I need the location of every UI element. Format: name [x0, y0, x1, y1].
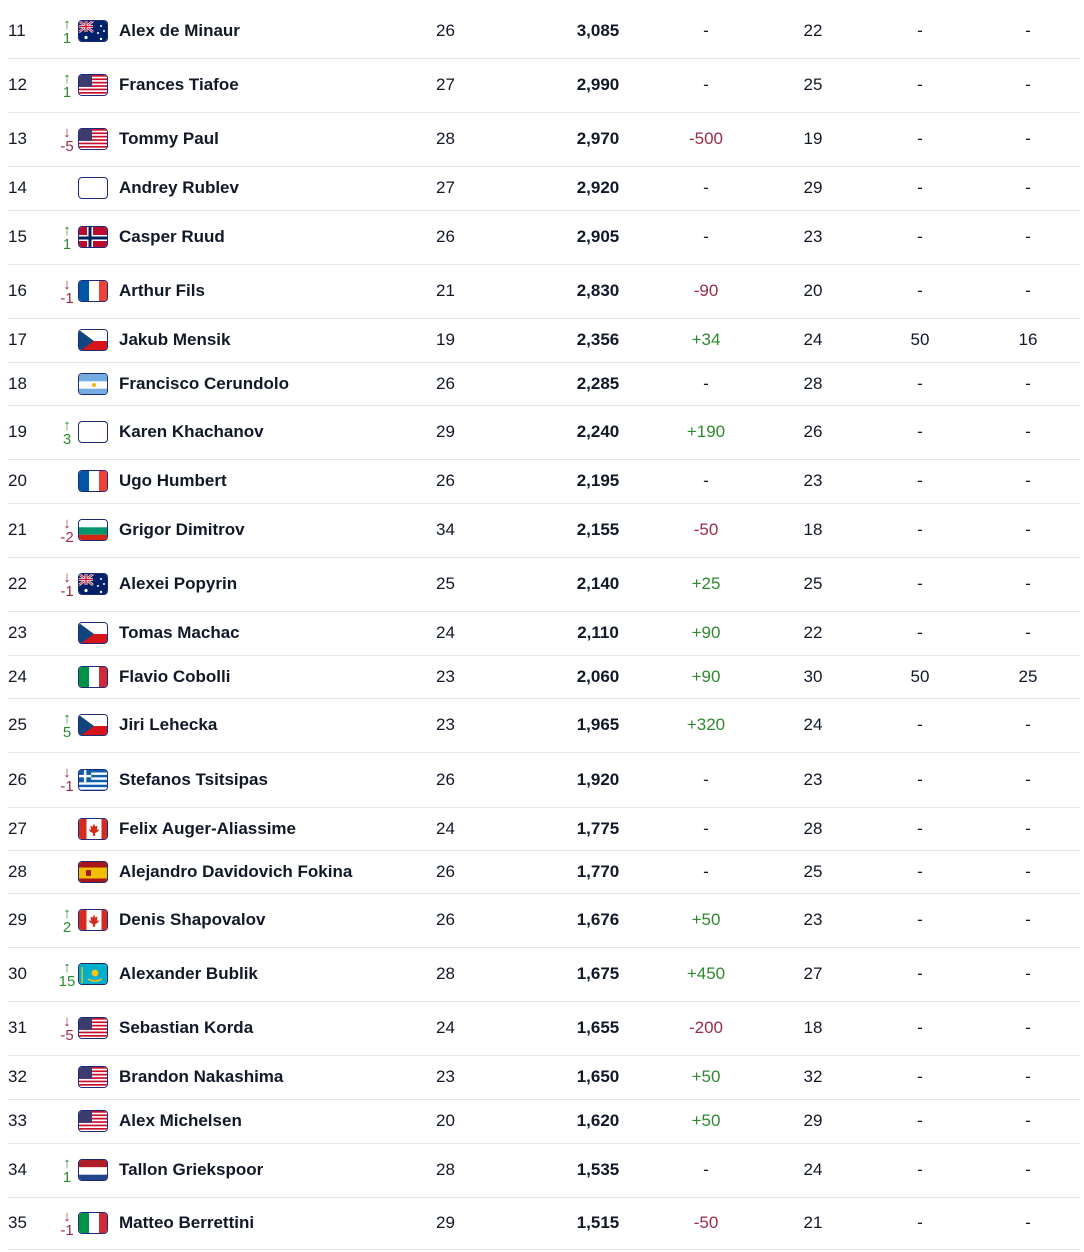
points-dropping-cell: -: [917, 1067, 923, 1086]
next-best-cell: 16: [1018, 330, 1038, 349]
points-cell: 1,535: [576, 1160, 620, 1179]
tournaments-played-cell: 29: [803, 178, 823, 197]
next-best-cell: -: [1025, 1160, 1031, 1179]
rank-cell: 14: [8, 178, 27, 197]
tournaments-played-cell: 30: [803, 666, 823, 686]
table-row[interactable]: [8, 58, 1080, 113]
tournaments-played-cell: 18: [803, 520, 823, 539]
rank-change-value: 2: [62, 918, 72, 936]
points-dropping-cell: -: [917, 422, 923, 441]
points-change-cell: +34: [691, 330, 721, 349]
points-cell: 2,356: [576, 330, 620, 349]
points-dropping-cell: -: [917, 520, 923, 539]
next-best-cell: -: [1025, 574, 1031, 593]
czech-flag-icon: [78, 714, 108, 736]
player-name-link[interactable]: Denis Shapovalov: [119, 910, 266, 929]
points-cell: 2,920: [576, 178, 620, 197]
points-cell: 2,830: [576, 281, 620, 300]
tournaments-played-cell: 26: [803, 422, 823, 441]
next-best-cell: -: [1025, 1018, 1031, 1037]
rank-change-value: -1: [60, 289, 74, 307]
points-cell: 2,110: [577, 623, 619, 642]
points-dropping-cell: -: [917, 129, 923, 148]
points-change-cell: +50: [691, 1067, 721, 1086]
argentina-flag-icon: [78, 373, 108, 395]
arrow-down-icon: ↓: [63, 568, 71, 586]
points-dropping-cell: 50: [910, 330, 930, 349]
next-best-cell: -: [1025, 520, 1031, 539]
rank-change: [56, 58, 78, 112]
age-cell: 21: [436, 281, 455, 300]
rank-cell: 32: [8, 1067, 27, 1086]
points-cell: 2,905: [576, 227, 620, 246]
rank-change-value: -1: [60, 778, 74, 795]
table-row[interactable]: [8, 210, 1080, 265]
points-dropping-cell: -: [917, 373, 923, 393]
player-name-link[interactable]: Arthur Fils: [119, 281, 205, 300]
age-cell: 20: [436, 1111, 455, 1130]
next-best-cell: -: [1025, 910, 1031, 929]
tournaments-played-cell: 24: [803, 1160, 823, 1179]
rank-cell: 27: [8, 818, 27, 838]
arrow-up-icon: ↑: [63, 904, 71, 922]
rank-change-value: 1: [62, 29, 72, 47]
rank-cell: 17: [8, 330, 27, 349]
player-name-link[interactable]: Jakub Mensik: [119, 330, 231, 349]
rank-cell: 26: [8, 769, 27, 789]
tournaments-played-cell: 18: [803, 1018, 823, 1037]
points-cell: 2,240: [576, 422, 620, 441]
player-name-link[interactable]: Andrey Rublev: [119, 178, 239, 197]
age-cell: 26: [436, 471, 455, 490]
table-row[interactable]: [8, 807, 1080, 851]
rank-change: [56, 112, 78, 166]
points-cell: 2,155: [576, 520, 620, 539]
tournaments-played-cell: 24: [803, 330, 823, 349]
usa-flag-icon: [78, 128, 108, 150]
tournaments-played-cell: 22: [803, 21, 823, 40]
age-cell: 26: [436, 910, 455, 929]
tournaments-played-cell: 25: [803, 861, 823, 881]
next-best-cell: -: [1025, 422, 1031, 441]
next-best-cell: -: [1025, 623, 1031, 642]
tournaments-played-cell: 32: [803, 1067, 823, 1086]
rank-cell: 19: [8, 422, 27, 441]
next-best-cell: -: [1025, 129, 1031, 148]
netherlands-flag-icon: [78, 1159, 108, 1181]
points-cell: 2,195: [576, 471, 620, 490]
player-name-link[interactable]: Tallon Griekspoor: [119, 1160, 264, 1179]
rank-cell: 30: [8, 964, 27, 983]
points-dropping-cell: -: [917, 964, 923, 983]
age-cell: 24: [436, 623, 455, 642]
tournaments-played-cell: 25: [803, 75, 823, 94]
rank-change-value: 3: [62, 430, 72, 448]
arrow-down-icon: ↓: [63, 764, 71, 781]
rank-cell: 12: [8, 75, 27, 94]
age-cell: 26: [436, 861, 455, 881]
player-name-link[interactable]: Grigor Dimitrov: [119, 520, 245, 539]
czech-flag-icon: [78, 622, 108, 644]
player-name-link[interactable]: Jiri Lehecka: [119, 715, 218, 734]
rank-cell: 18: [8, 373, 27, 393]
age-cell: 26: [436, 769, 455, 789]
rank-cell: 28: [8, 861, 27, 881]
age-cell: 26: [436, 373, 455, 393]
next-best-cell: -: [1025, 818, 1031, 838]
points-dropping-cell: -: [917, 227, 923, 246]
points-change-cell: -: [703, 818, 709, 838]
rank-change-value: -2: [60, 528, 74, 546]
arrow-down-icon: ↓: [63, 275, 71, 293]
usa-flag-icon: [78, 1110, 108, 1132]
table-row[interactable]: [8, 947, 1080, 1002]
table-row[interactable]: [8, 893, 1080, 948]
points-cell: 1,676: [576, 910, 620, 929]
rank-cell: 25: [8, 715, 27, 734]
table-row[interactable]: [8, 459, 1080, 504]
player-name-link[interactable]: Alexander Bublik: [119, 964, 258, 983]
points-dropping-cell: -: [917, 574, 923, 593]
table-row[interactable]: [8, 264, 1080, 319]
next-best-cell: -: [1025, 373, 1031, 393]
table-row[interactable]: [8, 557, 1080, 612]
arrow-up-icon: ↑: [63, 709, 71, 727]
points-cell: 3,085: [576, 21, 620, 40]
next-best-cell: -: [1025, 1111, 1031, 1130]
bulgaria-flag-icon: [78, 519, 108, 541]
rank-change: [56, 1143, 78, 1197]
player-name-link[interactable]: Brandon Nakashima: [119, 1067, 284, 1086]
points-change-cell: +90: [691, 666, 721, 686]
table-row[interactable]: [8, 318, 1080, 363]
player-name-link[interactable]: Ugo Humbert: [119, 471, 227, 490]
tournaments-played-cell: 19: [803, 129, 823, 148]
norway-flag-icon: [78, 226, 108, 248]
rank-cell: 29: [8, 910, 27, 929]
points-cell: 1,515: [576, 1213, 620, 1232]
age-cell: 26: [436, 21, 455, 40]
arrow-up-icon: ↑: [63, 1154, 71, 1172]
rank-change: [56, 503, 78, 557]
points-dropping-cell: -: [917, 910, 923, 929]
rank-cell: 15: [8, 227, 27, 246]
player-name-link[interactable]: Casper Ruud: [119, 227, 225, 246]
rank-change: [56, 4, 78, 58]
table-row[interactable]: [8, 503, 1080, 558]
age-cell: 23: [436, 1067, 455, 1086]
next-best-cell: 25: [1018, 666, 1038, 686]
rank-change-value: 5: [62, 723, 72, 741]
points-change-cell: -200: [688, 1018, 724, 1037]
rank-change: [56, 752, 78, 807]
points-cell: 2,140: [576, 574, 620, 593]
next-best-cell: -: [1025, 964, 1031, 983]
next-best-cell: -: [1025, 227, 1031, 246]
rank-change-value: 15: [58, 972, 76, 990]
rank-change-value: -5: [60, 1026, 74, 1044]
rank-change: [56, 210, 78, 264]
next-best-cell: -: [1025, 178, 1031, 197]
points-change-cell: +450: [686, 964, 726, 983]
next-best-cell: -: [1025, 75, 1031, 94]
age-cell: 23: [436, 666, 455, 686]
rank-cell: 33: [8, 1111, 27, 1130]
points-cell: 2,970: [576, 129, 620, 148]
italy-flag-icon: [78, 666, 108, 688]
age-cell: 27: [436, 178, 455, 197]
france-flag-icon: [78, 470, 108, 492]
tournaments-played-cell: 21: [803, 1213, 823, 1232]
next-best-cell: -: [1025, 861, 1031, 881]
table-row[interactable]: [8, 752, 1080, 808]
arrow-up-icon: ↑: [63, 69, 71, 87]
rank-change-value: 1: [62, 83, 72, 101]
arrow-down-icon: ↓: [63, 1207, 71, 1225]
points-dropping-cell: -: [917, 75, 923, 94]
next-best-cell: -: [1025, 1213, 1031, 1232]
table-row[interactable]: [8, 1099, 1080, 1144]
arrow-up-icon: ↑: [63, 221, 71, 239]
arrow-up-icon: ↑: [63, 15, 71, 33]
points-change-cell: -50: [693, 1213, 719, 1232]
arrow-up-icon: ↑: [63, 416, 71, 434]
points-cell: 1,920: [576, 769, 620, 789]
rank-cell: 34: [8, 1160, 27, 1179]
rank-cell: 22: [8, 574, 27, 593]
next-best-cell: -: [1025, 1067, 1031, 1086]
player-name-link[interactable]: Matteo Berrettini: [119, 1213, 255, 1232]
age-cell: 34: [436, 520, 455, 539]
points-cell: 1,965: [576, 715, 620, 734]
points-change-cell: -: [703, 769, 709, 789]
rank-change-value: 1: [62, 1168, 72, 1186]
points-dropping-cell: -: [917, 623, 923, 642]
tournaments-played-cell: 20: [803, 281, 823, 300]
italy-flag-icon: [78, 1212, 108, 1234]
canada-flag-icon: [78, 909, 108, 931]
next-best-cell: -: [1025, 471, 1031, 490]
rank-change-value: -5: [60, 137, 74, 155]
rank-cell: 21: [8, 520, 27, 539]
points-cell: 2,060: [576, 666, 620, 686]
player-name-link[interactable]: Karen Khachanov: [119, 422, 264, 441]
age-cell: 25: [436, 574, 455, 593]
points-cell: 1,650: [576, 1067, 620, 1086]
table-row[interactable]: [8, 1197, 1080, 1250]
kazakhstan-flag-icon: [78, 963, 108, 985]
rank-change: [56, 893, 78, 947]
tournaments-played-cell: 23: [803, 227, 823, 246]
arrow-down-icon: ↓: [63, 1012, 71, 1030]
tournaments-played-cell: 29: [803, 1111, 823, 1130]
rank-change-value: -1: [60, 582, 74, 600]
points-cell: 1,620: [576, 1111, 620, 1130]
points-cell: 1,655: [576, 1018, 620, 1037]
player-name-link[interactable]: Flavio Cobolli: [119, 666, 231, 686]
arrow-down-icon: ↓: [63, 514, 71, 532]
tournaments-played-cell: 23: [803, 471, 823, 490]
points-dropping-cell: -: [917, 21, 923, 40]
table-row[interactable]: [8, 405, 1080, 460]
points-dropping-cell: -: [917, 818, 923, 838]
rank-change: [56, 698, 78, 752]
next-best-cell: -: [1025, 21, 1031, 40]
points-change-cell: -: [703, 178, 709, 197]
table-row[interactable]: [8, 1055, 1080, 1100]
points-cell: 2,285: [576, 373, 620, 393]
table-row[interactable]: [8, 166, 1080, 211]
next-best-cell: -: [1025, 769, 1031, 789]
usa-flag-icon: [78, 1017, 108, 1039]
points-change-cell: +190: [686, 422, 726, 441]
points-change-cell: -: [703, 471, 709, 490]
player-name-link[interactable]: Frances Tiafoe: [119, 75, 239, 94]
points-change-cell: -: [703, 227, 709, 246]
age-cell: 19: [436, 330, 455, 349]
points-change-cell: -: [703, 21, 709, 40]
canada-flag-icon: [78, 818, 108, 840]
spain-flag-icon: [78, 861, 108, 883]
age-cell: 29: [436, 422, 455, 441]
rank-change: [56, 405, 78, 459]
rank-cell: 11: [8, 21, 26, 40]
age-cell: 28: [436, 129, 455, 148]
points-cell: 1,770: [576, 861, 620, 881]
rank-cell: 31: [8, 1018, 27, 1037]
points-change-cell: -50: [693, 520, 719, 539]
blank-flag-icon: [78, 421, 108, 443]
points-change-cell: -500: [688, 129, 724, 148]
tournaments-played-cell: 27: [803, 964, 823, 983]
points-dropping-cell: -: [917, 769, 923, 789]
arrow-down-icon: ↓: [63, 123, 71, 141]
player-name-link[interactable]: Alex de Minaur: [119, 21, 240, 40]
points-change-cell: +50: [691, 1111, 721, 1130]
points-cell: 1,775: [576, 818, 620, 838]
player-name-link[interactable]: Francisco Cerundolo: [119, 373, 290, 393]
rank-change: [56, 1197, 78, 1249]
france-flag-icon: [78, 280, 108, 302]
points-dropping-cell: -: [917, 861, 923, 881]
points-dropping-cell: -: [917, 715, 923, 734]
points-dropping-cell: -: [917, 1213, 923, 1232]
rank-cell: 20: [8, 471, 27, 490]
rank-cell: 23: [8, 623, 27, 642]
points-change-cell: -: [703, 373, 709, 393]
australia-flag-icon: [78, 573, 108, 595]
age-cell: 28: [436, 1160, 455, 1179]
points-change-cell: +25: [691, 574, 721, 593]
points-change-cell: -: [703, 75, 709, 94]
points-change-cell: +50: [691, 910, 721, 929]
table-row[interactable]: [8, 1143, 1080, 1198]
tournaments-played-cell: 25: [803, 574, 823, 593]
next-best-cell: -: [1025, 281, 1031, 300]
table-row[interactable]: [8, 362, 1080, 406]
age-cell: 24: [436, 818, 455, 838]
czech-flag-icon: [78, 329, 108, 351]
points-dropping-cell: -: [917, 1160, 923, 1179]
points-dropping-cell: -: [917, 1018, 923, 1037]
points-dropping-cell: -: [917, 1111, 923, 1130]
tournaments-played-cell: 23: [803, 910, 823, 929]
player-name-link[interactable]: Tomas Machac: [119, 623, 240, 642]
age-cell: 24: [436, 1018, 455, 1037]
rank-change: [56, 264, 78, 318]
points-change-cell: +320: [686, 715, 726, 734]
points-dropping-cell: -: [917, 471, 923, 490]
next-best-cell: -: [1025, 715, 1031, 734]
age-cell: 28: [436, 964, 455, 983]
age-cell: 26: [436, 227, 455, 246]
table-row[interactable]: [8, 4, 1080, 59]
player-name-link[interactable]: Stefanos Tsitsipas: [119, 769, 268, 789]
age-cell: 29: [436, 1213, 455, 1232]
table-row[interactable]: [8, 655, 1080, 699]
tournaments-played-cell: 22: [803, 623, 823, 642]
rank-cell: 35: [8, 1213, 27, 1232]
rank-cell: 24: [8, 666, 27, 686]
usa-flag-icon: [78, 1066, 108, 1088]
tournaments-played-cell: 23: [803, 769, 823, 789]
table-row[interactable]: [8, 1001, 1080, 1056]
table-row[interactable]: [8, 698, 1080, 753]
rank-change: [56, 1001, 78, 1055]
australia-flag-icon: [78, 20, 108, 42]
points-change-cell: -: [703, 861, 709, 881]
points-cell: 1,675: [576, 964, 620, 983]
table-row[interactable]: [8, 850, 1080, 894]
player-name-link[interactable]: Felix Auger-Aliassime: [119, 818, 296, 838]
tournaments-played-cell: 28: [803, 818, 823, 838]
tournaments-played-cell: 24: [803, 715, 823, 734]
usa-flag-icon: [78, 74, 108, 96]
rank-change-value: 1: [62, 235, 72, 253]
player-name-link[interactable]: Alejandro Davidovich Fokina: [119, 861, 353, 881]
points-dropping-cell: 50: [910, 666, 930, 686]
age-cell: 23: [436, 715, 455, 734]
rank-cell: 16: [8, 281, 27, 300]
points-change-cell: -90: [693, 281, 719, 300]
age-cell: 27: [436, 75, 455, 94]
player-name-link[interactable]: Alex Michelsen: [119, 1111, 242, 1130]
rank-cell: 13: [8, 129, 27, 148]
rank-change: [56, 557, 78, 611]
arrow-up-icon: ↑: [63, 958, 71, 976]
tournaments-played-cell: 28: [803, 373, 823, 393]
points-change-cell: -: [703, 1160, 709, 1179]
table-row[interactable]: [8, 112, 1080, 167]
blank-flag-icon: [78, 177, 108, 199]
points-dropping-cell: -: [917, 178, 923, 197]
player-name-link[interactable]: Sebastian Korda: [119, 1018, 254, 1037]
player-name-link[interactable]: Alexei Popyrin: [119, 574, 238, 593]
points-cell: 2,990: [576, 75, 620, 94]
player-name-link[interactable]: Tommy Paul: [119, 129, 219, 148]
greece-flag-icon: [78, 769, 108, 791]
rank-change-value: -1: [60, 1221, 74, 1239]
points-dropping-cell: -: [917, 281, 923, 300]
points-change-cell: +90: [691, 623, 721, 642]
table-row[interactable]: [8, 611, 1080, 656]
rank-change: [56, 947, 78, 1001]
